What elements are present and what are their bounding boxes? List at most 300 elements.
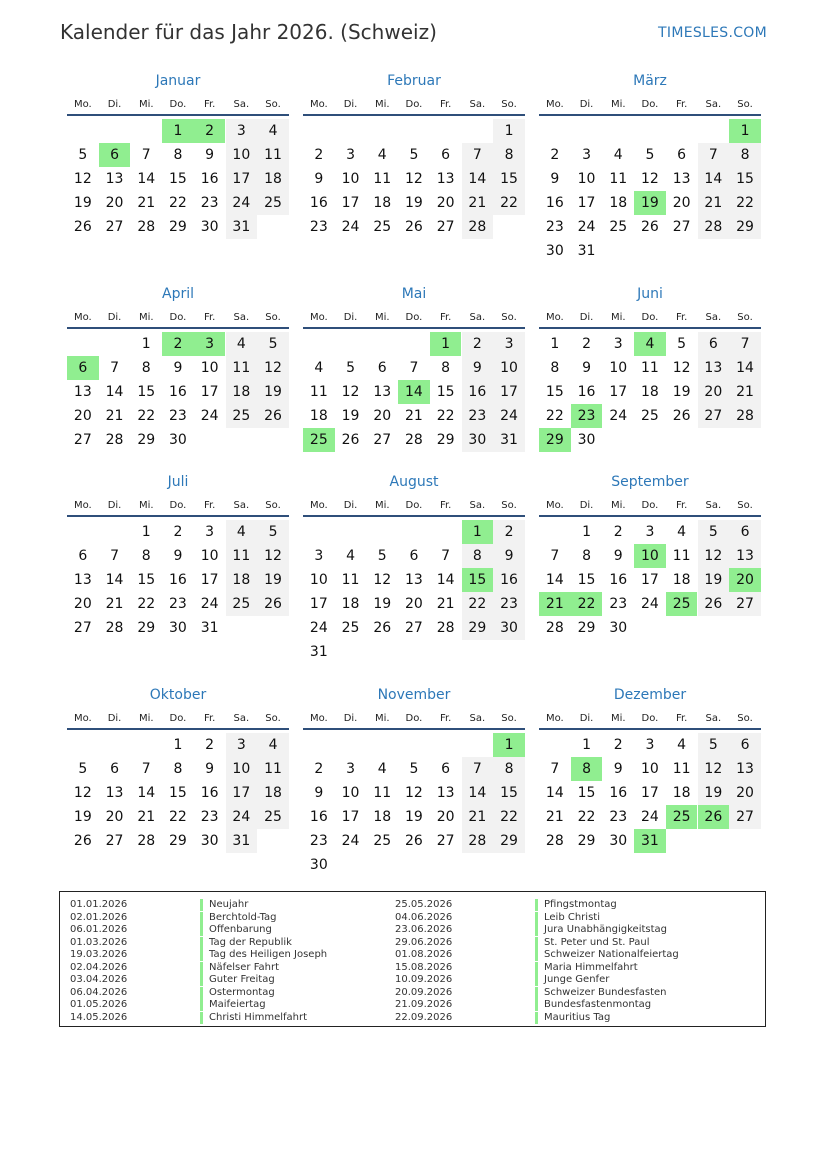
day-cell: 8 [493,757,525,781]
day-cell: 29 [137,432,156,448]
day-cell: 4 [677,737,687,753]
legend-date: 06.04.2026 [70,986,128,998]
day-cell: 7 [550,548,560,564]
day-cell: 26 [257,404,289,428]
day-cell: 30 [309,857,328,873]
month-3 [539,73,761,273]
weekday-label: So. [737,713,753,724]
day-cell: 13 [405,572,423,588]
day-cell: 25 [373,833,392,849]
day-cell: 9 [462,356,494,380]
weekday-label: Sa. [705,713,722,724]
day-cell: 31 [226,215,258,239]
day-cell: 28 [137,219,156,235]
day-cell: 26 [672,408,691,424]
legend-holiday-name: Berchtold-Tag [200,912,277,924]
day-cell: 10 [641,761,659,777]
legend-date: 15.08.2026 [395,961,453,973]
day-cell: 14 [105,572,124,588]
day-cell: 20 [672,195,691,211]
month-divider [67,327,289,329]
day-cell: 26 [405,833,423,849]
day-cell: 31 [226,829,258,853]
day-cell: 24 [200,596,219,612]
day-cell: 15 [169,785,187,801]
month-name: September [611,474,689,490]
day-cell: 8 [729,143,761,167]
holiday-day: 23 [571,404,603,428]
legend-holiday-name: Offenbarung [200,924,272,936]
weekday-label: Mi. [374,99,390,110]
weekday-label: Mo. [309,99,328,110]
day-cell: 15 [137,572,156,588]
day-cell: 16 [169,384,187,400]
day-cell: 8 [441,360,451,376]
day-cell: 18 [373,809,392,825]
day-cell: 19 [405,809,423,825]
legend-date: 20.09.2026 [395,986,453,998]
month-name: Mai [401,286,427,302]
day-cell: 22 [462,592,494,616]
weekday-label: Mi. [374,713,390,724]
day-cell: 2 [314,147,324,163]
brand-link[interactable]: TIMESLES.COM [658,25,767,41]
day-cell: 5 [698,520,730,544]
day-cell: 12 [698,544,730,568]
day-cell: 9 [493,544,525,568]
day-cell: 26 [373,620,392,636]
day-cell: 30 [462,428,494,452]
day-cell: 11 [257,143,289,167]
day-cell: 9 [613,548,623,564]
legend-holiday-name: Junge Genfer [535,974,609,986]
weekday-label: Fr. [439,312,452,323]
day-cell: 7 [441,548,451,564]
day-cell: 18 [257,167,289,191]
day-cell: 24 [641,596,659,612]
weekday-label: Fr. [439,99,452,110]
day-cell: 28 [105,432,124,448]
day-cell: 19 [257,568,289,592]
day-cell: 9 [550,171,560,187]
day-cell: 21 [105,408,124,424]
month-name: Juni [637,286,663,302]
legend-date: 02.04.2026 [70,961,128,973]
weekday-label: So. [737,99,753,110]
day-cell: 16 [200,785,219,801]
day-cell: 9 [205,761,215,777]
weekday-label: So. [737,500,753,511]
day-cell: 10 [493,356,525,380]
weekday-label: Do. [641,500,659,511]
day-cell: 24 [200,408,219,424]
month-divider [303,515,525,517]
holiday-day: 22 [571,592,603,616]
day-cell: 21 [729,380,761,404]
day-cell: 24 [493,404,525,428]
legend-holiday-name: Leib Christi [535,912,600,924]
day-cell: 17 [200,572,219,588]
holiday-day: 8 [571,757,603,781]
day-cell: 27 [73,432,92,448]
day-cell: 6 [409,548,419,564]
day-cell: 19 [698,568,730,592]
weekday-label: Mi. [610,500,626,511]
day-cell: 19 [73,809,92,825]
legend-date: 23.06.2026 [395,924,453,935]
day-cell: 11 [641,360,659,376]
weekday-label: So. [265,713,281,724]
day-cell: 29 [577,620,596,636]
day-cell: 24 [641,809,659,825]
day-cell: 21 [105,596,124,612]
day-cell: 15 [169,171,187,187]
day-cell: 3 [645,524,655,540]
day-cell: 13 [436,171,455,187]
holiday-day: 25 [666,592,698,616]
month-name: August [389,474,439,490]
day-cell: 4 [346,548,355,564]
weekday-label: So. [501,99,517,110]
weekday-label: Do. [641,312,659,323]
day-cell: 5 [78,761,88,777]
day-cell: 14 [462,167,494,191]
weekday-label: Di. [107,713,122,724]
weekday-label: Sa. [705,500,722,511]
legend-holiday-name: St. Peter und St. Paul [535,937,649,949]
day-cell: 20 [405,596,423,612]
day-cell: 21 [462,805,494,829]
day-cell: 27 [105,833,124,849]
day-cell: 23 [309,833,328,849]
day-cell: 11 [609,171,628,187]
day-cell: 23 [545,219,564,235]
legend-holiday-name: Ostermontag [200,987,275,999]
day-cell: 31 [493,428,525,452]
month-12 [539,687,761,887]
day-cell: 23 [169,596,187,612]
month-9 [539,474,761,674]
day-cell: 26 [73,219,92,235]
day-cell: 16 [309,809,328,825]
weekday-label: Do. [641,99,659,110]
day-cell: 18 [672,572,691,588]
day-cell: 10 [609,360,628,376]
day-cell: 26 [698,592,730,616]
day-cell: 21 [137,809,156,825]
day-cell: 19 [405,195,423,211]
day-cell: 14 [729,356,761,380]
weekday-label: Fr. [203,500,216,511]
weekday-label: Mi. [610,713,626,724]
legend-holiday-name: Mauritius Tag [535,1012,610,1024]
weekday-label: Fr. [439,713,452,724]
day-cell: 22 [137,596,156,612]
legend-date: 01.03.2026 [70,936,128,948]
day-cell: 5 [346,360,355,376]
day-cell: 9 [582,360,591,376]
day-cell: 16 [609,785,628,801]
day-cell: 8 [462,544,494,568]
day-cell: 5 [409,147,419,163]
day-cell: 5 [645,147,655,163]
legend-holiday-name: Maria Himmelfahrt [535,962,638,974]
day-cell: 25 [641,408,659,424]
weekday-label: Mo. [73,312,92,323]
weekday-label: Di. [579,713,594,724]
holiday-day: 4 [634,332,666,356]
day-cell: 24 [341,219,360,235]
day-cell: 13 [105,785,124,801]
day-cell: 12 [341,384,360,400]
weekday-label: So. [501,500,517,511]
day-cell: 15 [577,785,596,801]
day-cell: 11 [226,356,258,380]
day-cell: 4 [377,761,387,777]
day-cell: 16 [169,572,187,588]
day-cell: 8 [141,548,151,564]
day-cell: 25 [226,592,258,616]
day-cell: 11 [672,548,691,564]
day-cell: 2 [613,737,623,753]
day-cell: 13 [698,356,730,380]
weekday-label: Mi. [610,99,626,110]
day-cell: 15 [137,384,156,400]
weekday-label: Di. [579,312,594,323]
day-cell: 22 [169,195,187,211]
day-cell: 6 [110,761,119,777]
weekday-label: Mi. [610,312,626,323]
day-cell: 28 [545,620,564,636]
month-divider [303,728,525,730]
day-cell: 16 [577,384,596,400]
weekday-label: Mo. [309,500,328,511]
weekday-label: Mo. [545,99,564,110]
weekday-label: Fr. [675,312,688,323]
day-cell: 7 [110,548,119,564]
weekday-label: Sa. [233,99,250,110]
weekday-label: Mi. [374,312,390,323]
day-cell: 9 [205,147,215,163]
day-cell: 13 [436,785,455,801]
day-cell: 3 [645,737,655,753]
month-divider [303,114,525,116]
weekday-label: So. [501,713,517,724]
day-cell: 24 [577,219,596,235]
day-cell: 30 [169,620,187,636]
day-cell: 8 [582,548,591,564]
day-cell: 24 [309,620,328,636]
holiday-day: 6 [67,356,99,380]
day-cell: 8 [173,147,183,163]
day-cell: 2 [582,336,591,352]
day-cell: 1 [141,336,151,352]
day-cell: 10 [341,785,360,801]
weekday-label: Di. [579,500,594,511]
legend-holiday-name: Schweizer Nationalfeiertag [535,949,679,961]
legend-date: 22.09.2026 [395,1011,453,1023]
day-cell: 29 [169,219,187,235]
day-cell: 4 [226,520,258,544]
day-cell: 14 [698,167,730,191]
day-cell: 4 [613,147,623,163]
month-4 [67,286,289,486]
weekday-label: Di. [107,99,122,110]
day-cell: 19 [73,195,92,211]
weekday-label: Do. [169,713,187,724]
weekday-label: Sa. [233,500,250,511]
day-cell: 22 [493,805,525,829]
day-cell: 23 [200,809,219,825]
day-cell: 17 [200,384,219,400]
day-cell: 20 [105,809,124,825]
day-cell: 31 [577,243,596,259]
weekday-label: Mo. [73,713,92,724]
weekday-label: Sa. [705,312,722,323]
day-cell: 28 [105,620,124,636]
day-cell: 29 [436,432,455,448]
day-cell: 27 [698,404,730,428]
weekday-label: Mi. [374,500,390,511]
day-cell: 29 [577,833,596,849]
legend-date: 01.05.2026 [70,999,128,1010]
day-cell: 30 [545,243,564,259]
day-cell: 22 [545,408,564,424]
day-cell: 7 [409,360,419,376]
day-cell: 11 [672,761,691,777]
day-cell: 16 [462,380,494,404]
day-cell: 22 [436,408,455,424]
day-cell: 14 [105,384,124,400]
weekday-label: Mi. [138,500,154,511]
day-cell: 29 [493,829,525,853]
day-cell: 8 [493,143,525,167]
legend-date: 01.08.2026 [395,949,453,960]
day-cell: 19 [257,380,289,404]
day-cell: 2 [314,761,324,777]
day-cell: 10 [341,171,360,187]
day-cell: 5 [677,336,687,352]
day-cell: 23 [609,809,628,825]
day-cell: 21 [137,195,156,211]
legend-holiday-name: Christi Himmelfahrt [200,1012,307,1024]
day-cell: 27 [436,219,455,235]
day-cell: 5 [409,761,419,777]
day-cell: 26 [257,592,289,616]
day-cell: 10 [226,143,258,167]
weekday-label: Fr. [203,99,216,110]
day-cell: 12 [641,171,659,187]
day-cell: 13 [73,384,92,400]
weekday-label: Sa. [469,500,486,511]
day-cell: 1 [550,336,560,352]
day-cell: 3 [314,548,324,564]
day-cell: 13 [672,171,691,187]
day-cell: 24 [226,191,258,215]
day-cell: 2 [462,332,494,356]
day-cell: 6 [698,332,730,356]
day-cell: 28 [436,620,455,636]
day-cell: 11 [341,572,360,588]
day-cell: 27 [729,592,761,616]
month-name: Juli [167,474,189,490]
weekday-label: So. [265,500,281,511]
month-divider [67,515,289,517]
day-cell: 10 [226,757,258,781]
weekday-label: Fr. [675,500,688,511]
legend-date: 14.05.2026 [70,1011,128,1023]
day-cell: 12 [73,171,92,187]
day-cell: 14 [436,572,455,588]
day-cell: 30 [200,833,219,849]
day-cell: 30 [609,833,628,849]
holiday-day: 29 [539,428,571,452]
weekday-label: Mo. [309,713,328,724]
day-cell: 7 [462,143,494,167]
day-cell: 20 [436,195,455,211]
day-cell: 15 [729,167,761,191]
day-cell: 14 [462,781,494,805]
weekday-label: Mo. [545,312,564,323]
day-cell: 27 [373,432,392,448]
day-cell: 28 [405,432,423,448]
day-cell: 16 [200,171,219,187]
day-cell: 9 [314,785,324,801]
weekday-label: Mi. [138,713,154,724]
day-cell: 17 [493,380,525,404]
day-cell: 23 [309,219,328,235]
weekday-label: Mo. [309,312,328,323]
day-cell: 16 [545,195,564,211]
day-cell: 7 [141,761,151,777]
month-name: Dezember [613,687,687,703]
day-cell: 17 [309,596,328,612]
day-cell: 7 [110,360,119,376]
weekday-label: Fr. [203,312,216,323]
legend-date: 03.04.2026 [70,974,128,985]
day-cell: 25 [226,404,258,428]
day-cell: 16 [609,572,628,588]
day-cell: 30 [609,620,628,636]
holiday-day: 20 [729,568,761,592]
day-cell: 1 [582,524,591,540]
day-cell: 10 [200,548,219,564]
weekday-label: Fr. [675,713,688,724]
weekday-label: So. [737,312,753,323]
holiday-day: 1 [729,119,761,143]
month-divider [539,114,761,116]
day-cell: 28 [698,215,730,239]
day-cell: 13 [105,171,124,187]
weekday-label: Do. [405,713,423,724]
day-cell: 2 [173,524,183,540]
weekday-label: Mo. [545,713,564,724]
day-cell: 27 [105,219,124,235]
day-cell: 30 [200,219,219,235]
holiday-day: 3 [194,332,226,356]
weekday-label: Di. [343,99,358,110]
day-cell: 17 [641,572,659,588]
day-cell: 24 [609,408,628,424]
legend-date: 29.06.2026 [395,936,453,948]
day-cell: 14 [137,171,156,187]
day-cell: 28 [729,404,761,428]
day-cell: 21 [545,809,564,825]
legend-holiday-name: Guter Freitag [200,974,275,986]
day-cell: 30 [493,616,525,640]
weekday-label: Fr. [439,500,452,511]
day-cell: 4 [377,147,387,163]
